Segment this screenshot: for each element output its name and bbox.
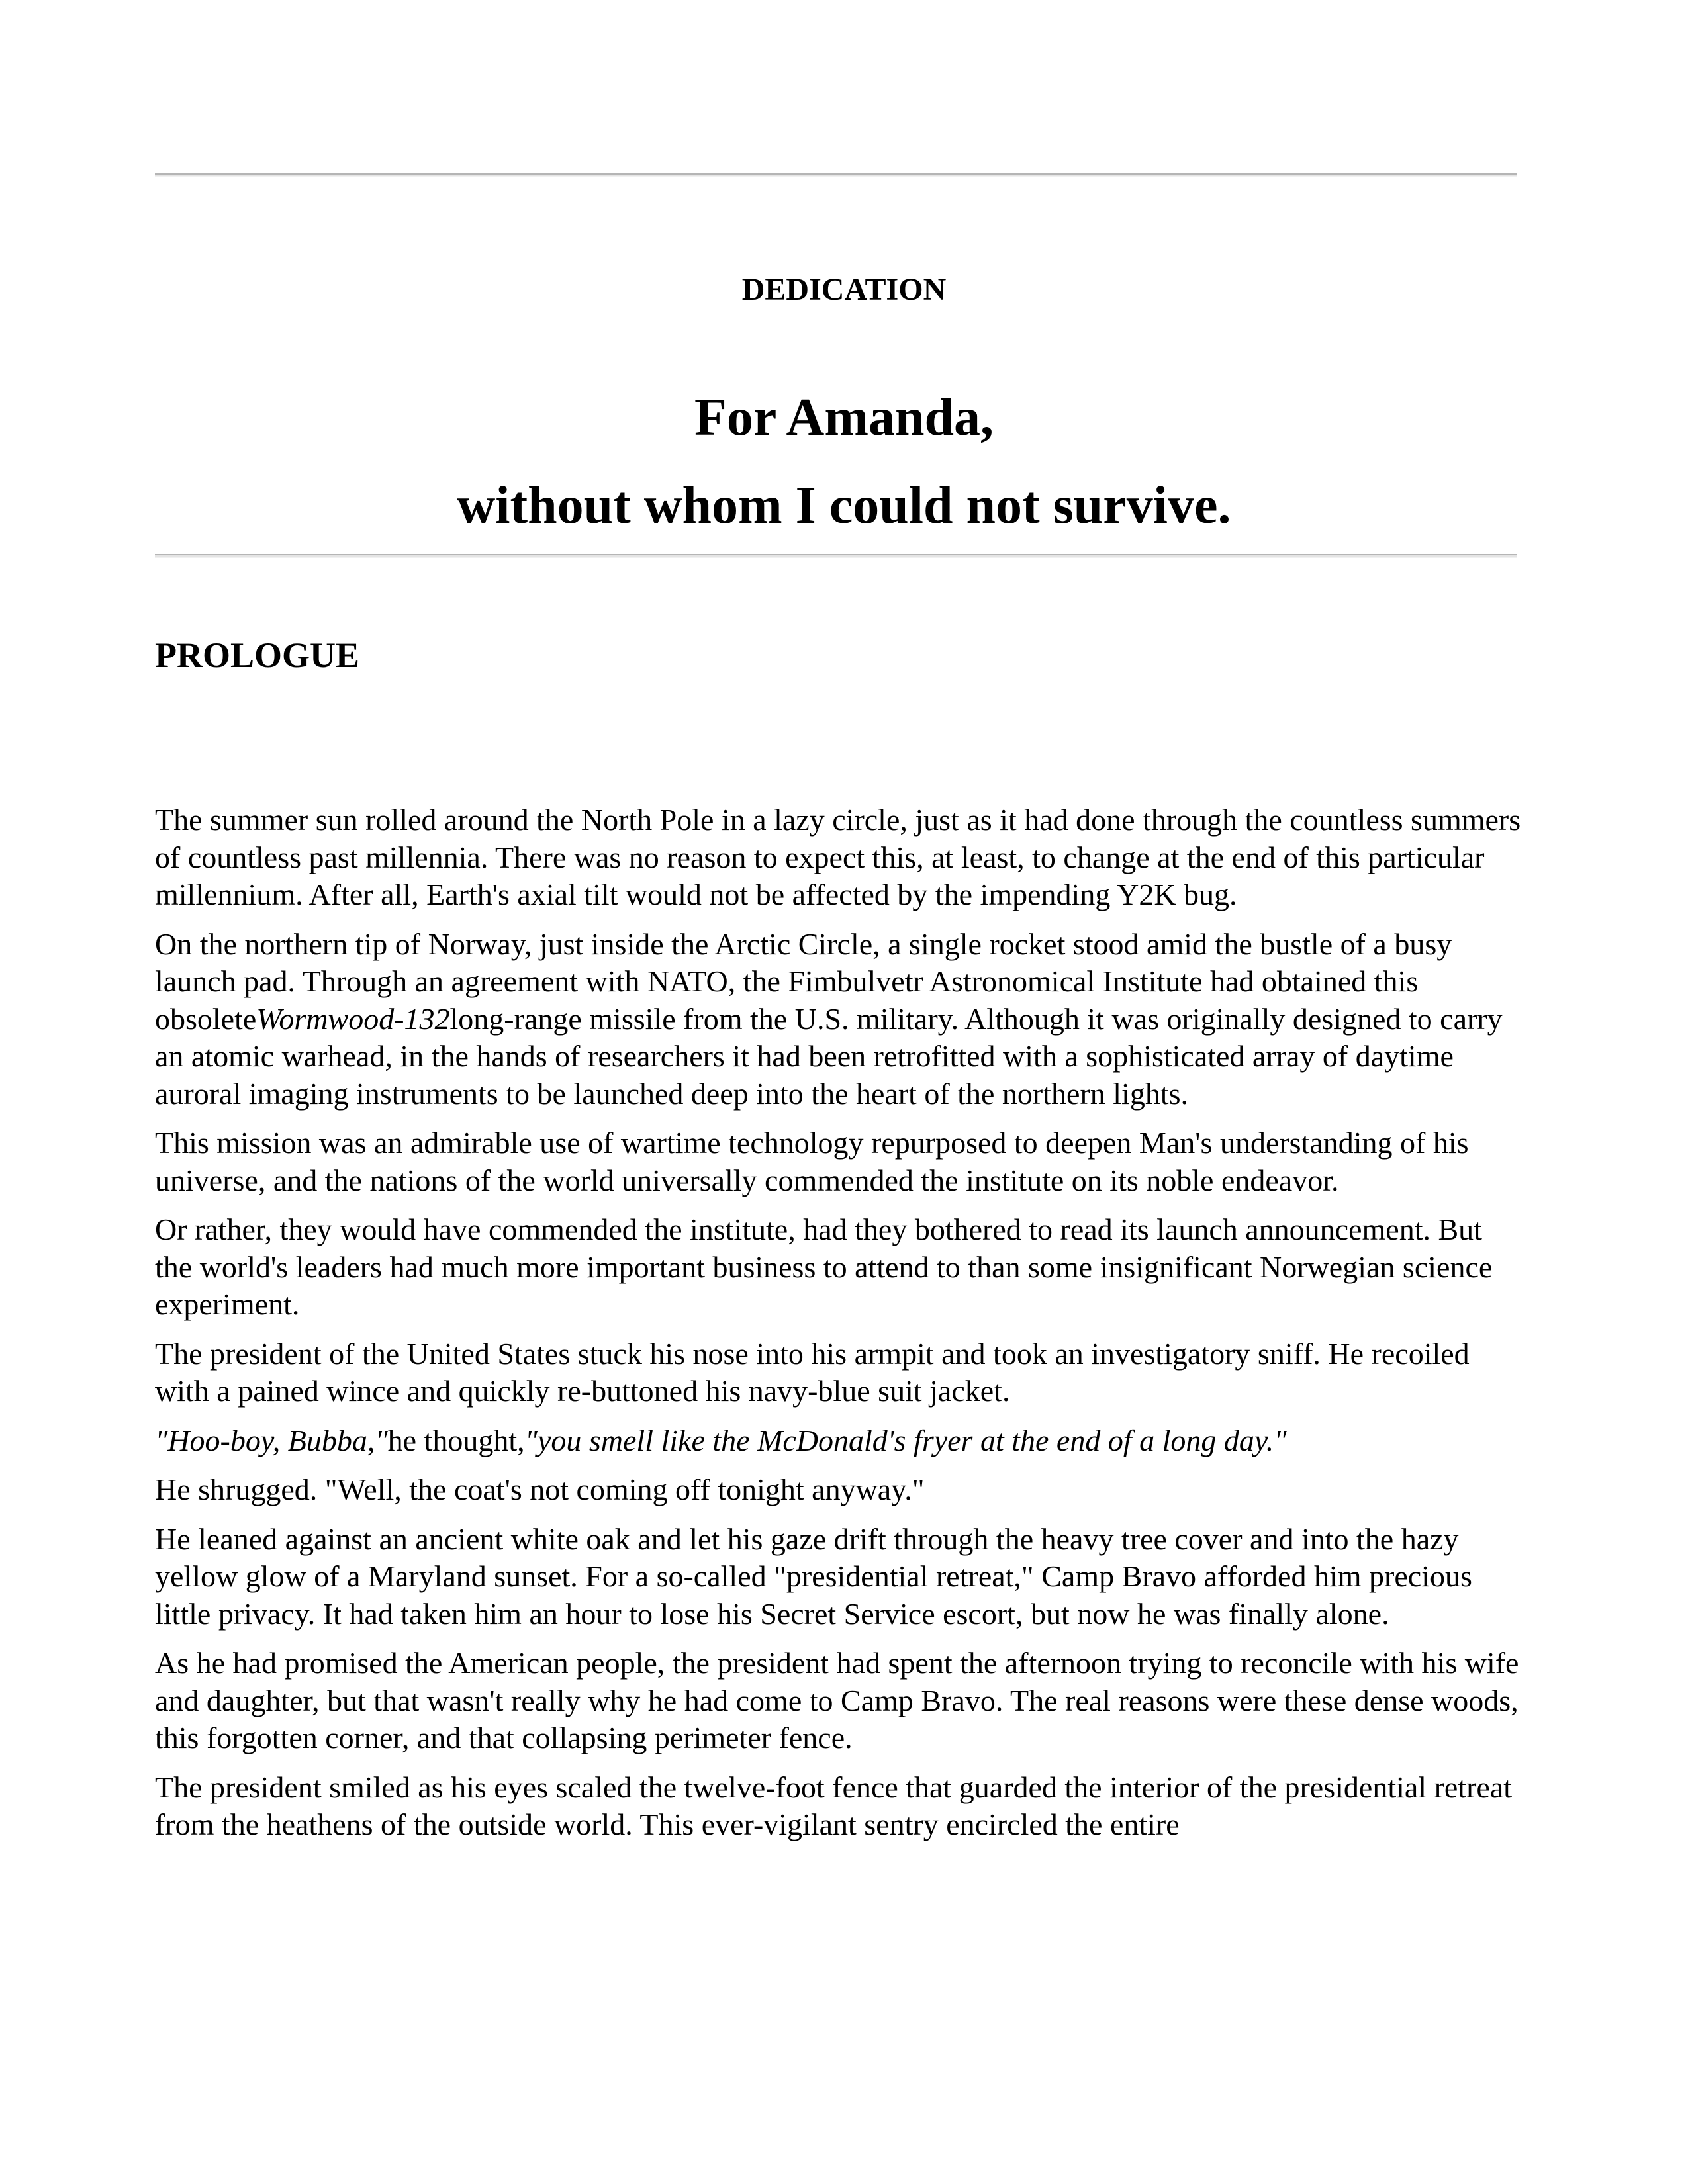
dedication-heading: DEDICATION [741, 272, 947, 307]
paragraph-2 [155, 926, 1525, 1113]
paragraph-9: As he had promised the American people, the president had spent the afternoon trying to reconcile with his wife and daughter, but that wasn't really why he had come to Camp Bravo. The real reasons were these dense woods, this forgotten corner, and that collapsing perimeter fence. [155, 1646, 1519, 1754]
thought-part-2: "you smell like the McDonald's fryer at the end of a long day." [524, 1423, 1287, 1457]
top-divider [155, 173, 1517, 176]
thought-part-1: "Hoo-boy, Bubba," [155, 1423, 388, 1457]
dedication-text [0, 374, 1688, 550]
dedication-line-2: without whom I could not survive. [457, 477, 1231, 535]
thought-attribution: he thought, [387, 1423, 525, 1457]
paragraph-1: The summer sun rolled around the North Pole in a lazy circle, just as it had done through the countless summers of countless past millennia. There was no reason to expect this, at least, to change at the end of this particular millennium. After all, Earth's axial tilt would not be affected by the impending Y2K bug. [155, 803, 1521, 911]
paragraph-5: The president of the United States stuck his nose into his armpit and took an investigatory sniff. He recoiled with a pained wince and quickly re-buttoned his navy-blue suit jacket. [155, 1336, 1470, 1408]
prologue-heading: PROLOGUE [155, 635, 360, 675]
section-divider [155, 554, 1517, 557]
missile-name: Wormwood-132 [256, 1001, 450, 1036]
paragraph-6 [155, 1422, 1525, 1460]
paragraph-8: He leaned against an ancient white oak and let his gaze drift through the heavy tree cover and into the hazy yellow glow of a Maryland sunset. For a so-called "presidential retreat," Camp Bravo afforded him precious little privacy. It had taken him an hour to lose his Secret Service escort, but now he was finally alone. [155, 1522, 1472, 1631]
paragraph-2-part-1: On the northern tip of Norway, just inside the Arctic Circle, a single rocket stood amid the bustle of a busy launch pad. Through an agreement with NATO, the Fimbulvetr Astronomical Institute had obtained this obsolete [155, 927, 1452, 1036]
paragraph-4: Or rather, they would have commended the institute, had they bothered to read its launch announcement. But the world's leaders had much more important business to attend to than some insignificant Norwegian science experiment. [155, 1212, 1493, 1321]
paragraph-7: He shrugged. "Well, the coat's not coming off tonight anyway." [155, 1473, 925, 1506]
paragraph-3: This mission was an admirable use of wartime technology repurposed to deepen Man's understanding of his universe, and the nations of the world universally commended the institute on its noble endeavor. [155, 1126, 1469, 1197]
paragraph-2-part-2: long-range missile from the U.S. military. Although it was originally designed to carry an atomic warhead, in the hands of researchers it had been retrofitted with a sophisticated array of daytime auroral imaging instruments to be launched deep into the heart of the northern lights. [155, 1001, 1503, 1111]
prologue-body [155, 801, 1525, 1856]
dedication-line-1: For Amanda, [694, 388, 994, 447]
paragraph-10: The president smiled as his eyes scaled the twelve-foot fence that guarded the interior of the presidential retreat from the heathens of the outside world. This ever-vigilant sentry encircled the entire [155, 1770, 1513, 1841]
